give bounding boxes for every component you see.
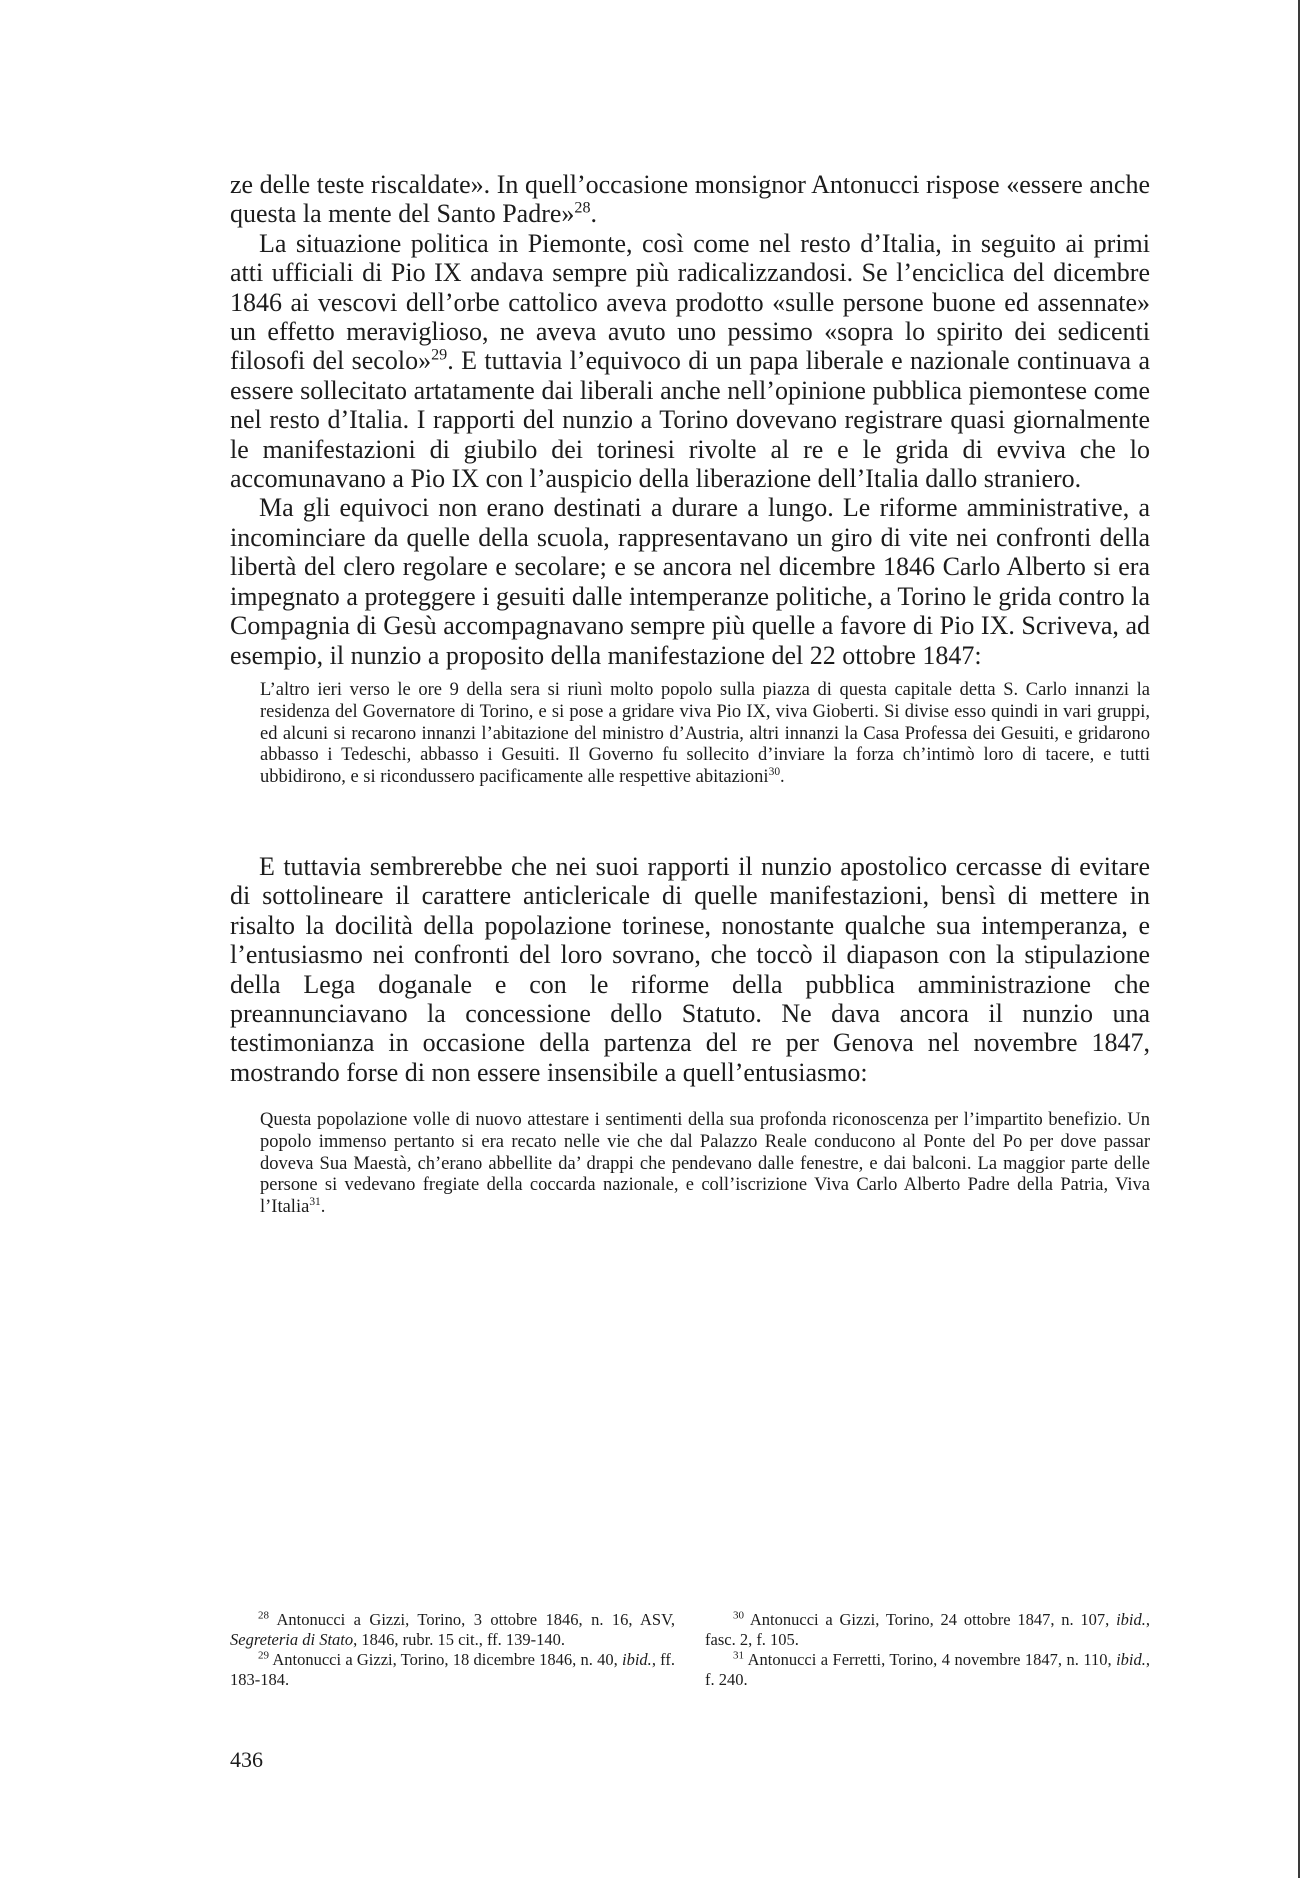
footnote-29: $^{29}$ Antonucci a Gizzi, Torino, 18 dicembre 1846, n. 40, ibid., ff. 183-184. xyxy=(230,1649,675,1689)
paragraph-equivoci: Ma gli equivoci non erano destinati a durare a lungo. Le riforme amministrative, a incominciare da quelle della scuola, rappresentavano un giro di vite nei confronti della libertà del clero regolare e secolare; e se ancora nel dicembre 1846 Carlo Alberto si era impegnato a proteggere i gesuiti dalle intemperanze politiche, a Torino le grida contro la Compagnia di Gesù accompagnavano sempre più quelle a favore di Pio IX. Scriveva, ad esempio, il nunzio a proposito della manifestazione del 22 ottobre 1847: xyxy=(230,493,1150,670)
footnote-ref-29[interactable]: 29 xyxy=(431,346,448,364)
footnote-31: $^{31}$ Antonucci a Ferretti, Torino, 4 novembre 1847, n. 110, ibid., f. 240. xyxy=(705,1649,1150,1689)
main-text-upper xyxy=(230,170,1150,670)
paragraph-tuttavia: E tuttavia sembrerebbe che nei suoi rapporti il nunzio apostolico cercasse di evitare di sottolineare il carattere anticlericale di quelle manifestazioni, bensì di mettere in risalto la docilità della popolazione torinese, nonostante qualche sua intemperanza, e l’entusiasmo nei confronti del loro sovrano, che toccò il diapason con la stipulazione della Lega doganale e con le riforme della pubblica amministrazione che preannunciavano la concessione dello Statuto. Ne dava ancora il nunzio una testimonianza in occasione della partenza del re per Genova nel novembre 1847, mostrando forse di non essere insensibile a quell’entusiasmo: xyxy=(230,852,1150,1087)
footnotes-right-column xyxy=(705,1610,1150,1690)
footnote-ref-31[interactable]: 31 xyxy=(309,1196,321,1209)
page-edge-line xyxy=(1298,0,1300,1878)
paragraph-political-situation: La situazione politica in Piemonte, così come nel resto d’Italia, in seguito ai primi atti ufficiali di Pio IX andava sempre più radicalizzandosi. Se l’enciclica del dicembre 1846 ai vescovi dell’orbe cattolico aveva prodotto «sulle persone buone ed assennate» un effetto meraviglioso, ne aveva avuto uno pessimo «sopra lo spirito dei sedicenti filosofi del secolo»$^{29}$. E tuttavia l’equivoco di un papa liberale e nazionale continuava a essere sollecitato artatamente dai liberali anche nell’opinione pubblica piemontese come nel resto d’Italia. I rapporti del nunzio a Torino dovevano registrare quasi giornalmente le manifestazioni di giubilo dei torinesi rivolte al re e le grida di evviva che lo accomunavano a Pio IX con l’auspicio della liberazione dell’Italia dallo straniero. xyxy=(230,228,1150,494)
footnote-28: $^{28}$ Antonucci a Gizzi, Torino, 3 ottobre 1846, n. 16, ASV, Segreteria di Stato, 1846, rubr. 15 cit., ff. 139-140. xyxy=(230,1609,675,1649)
block-quote-genova: Questa popolazione volle di nuovo attestare i sentimenti della sua profonda riconoscenza per l’impartito benefizio. Un popolo immenso pertanto si era recato nelle vie che dal Palazzo Reale conducono al Ponte del Po per dove passar doveva Sua Maestà, ch’erano abbellite da’ drappi che pendevano dalle fenestre, e dai balconi. La maggior parte delle persone si vedevano fregiate della coccarda nazionale, e coll’iscrizione Viva Carlo Alberto Padre della Patria, Viva l’Italia$^{31}$. xyxy=(260,1110,1150,1218)
main-text-lower xyxy=(230,852,1150,1087)
page-number: 436 xyxy=(230,1747,263,1772)
footnote-ref-30[interactable]: 30 xyxy=(768,766,781,779)
footnotes-left-column xyxy=(230,1610,675,1690)
footnote-30: $^{30}$ Antonucci a Gizzi, Torino, 24 ottobre 1847, n. 107, ibid., fasc. 2, f. 105. xyxy=(705,1609,1151,1649)
footnote-ref-28[interactable]: 28 xyxy=(574,199,591,217)
block-quote-22-ottobre: L’altro ieri verso le ore 9 della sera si riunì molto popolo sulla piazza di questa capitale detta S. Carlo innanzi la residenza del Governatore di Torino, e si pose a gridare viva Pio IX, viva Gioberti. Si divise esso quindi in vari gruppi, ed alcuni si recarono innanzi l’abitazione del ministro d’Austria, altri innanzi la Casa Professa dei Gesuiti, e gridarono abbasso i Tedeschi, abbasso i Gesuiti. Il Governo fu sollecito d’inviare la forza ch’intimò loro di tacere, e tutti ubbidirono, e si ricondussero pacificamente alle respettive abitazioni$^{30}$. xyxy=(260,680,1150,788)
paragraph-continuation: ze delle teste riscaldate». In quell’occasione monsignor Antonucci rispose «essere anche questa la mente del Santo Padre»$^{28}$. xyxy=(230,170,1150,229)
